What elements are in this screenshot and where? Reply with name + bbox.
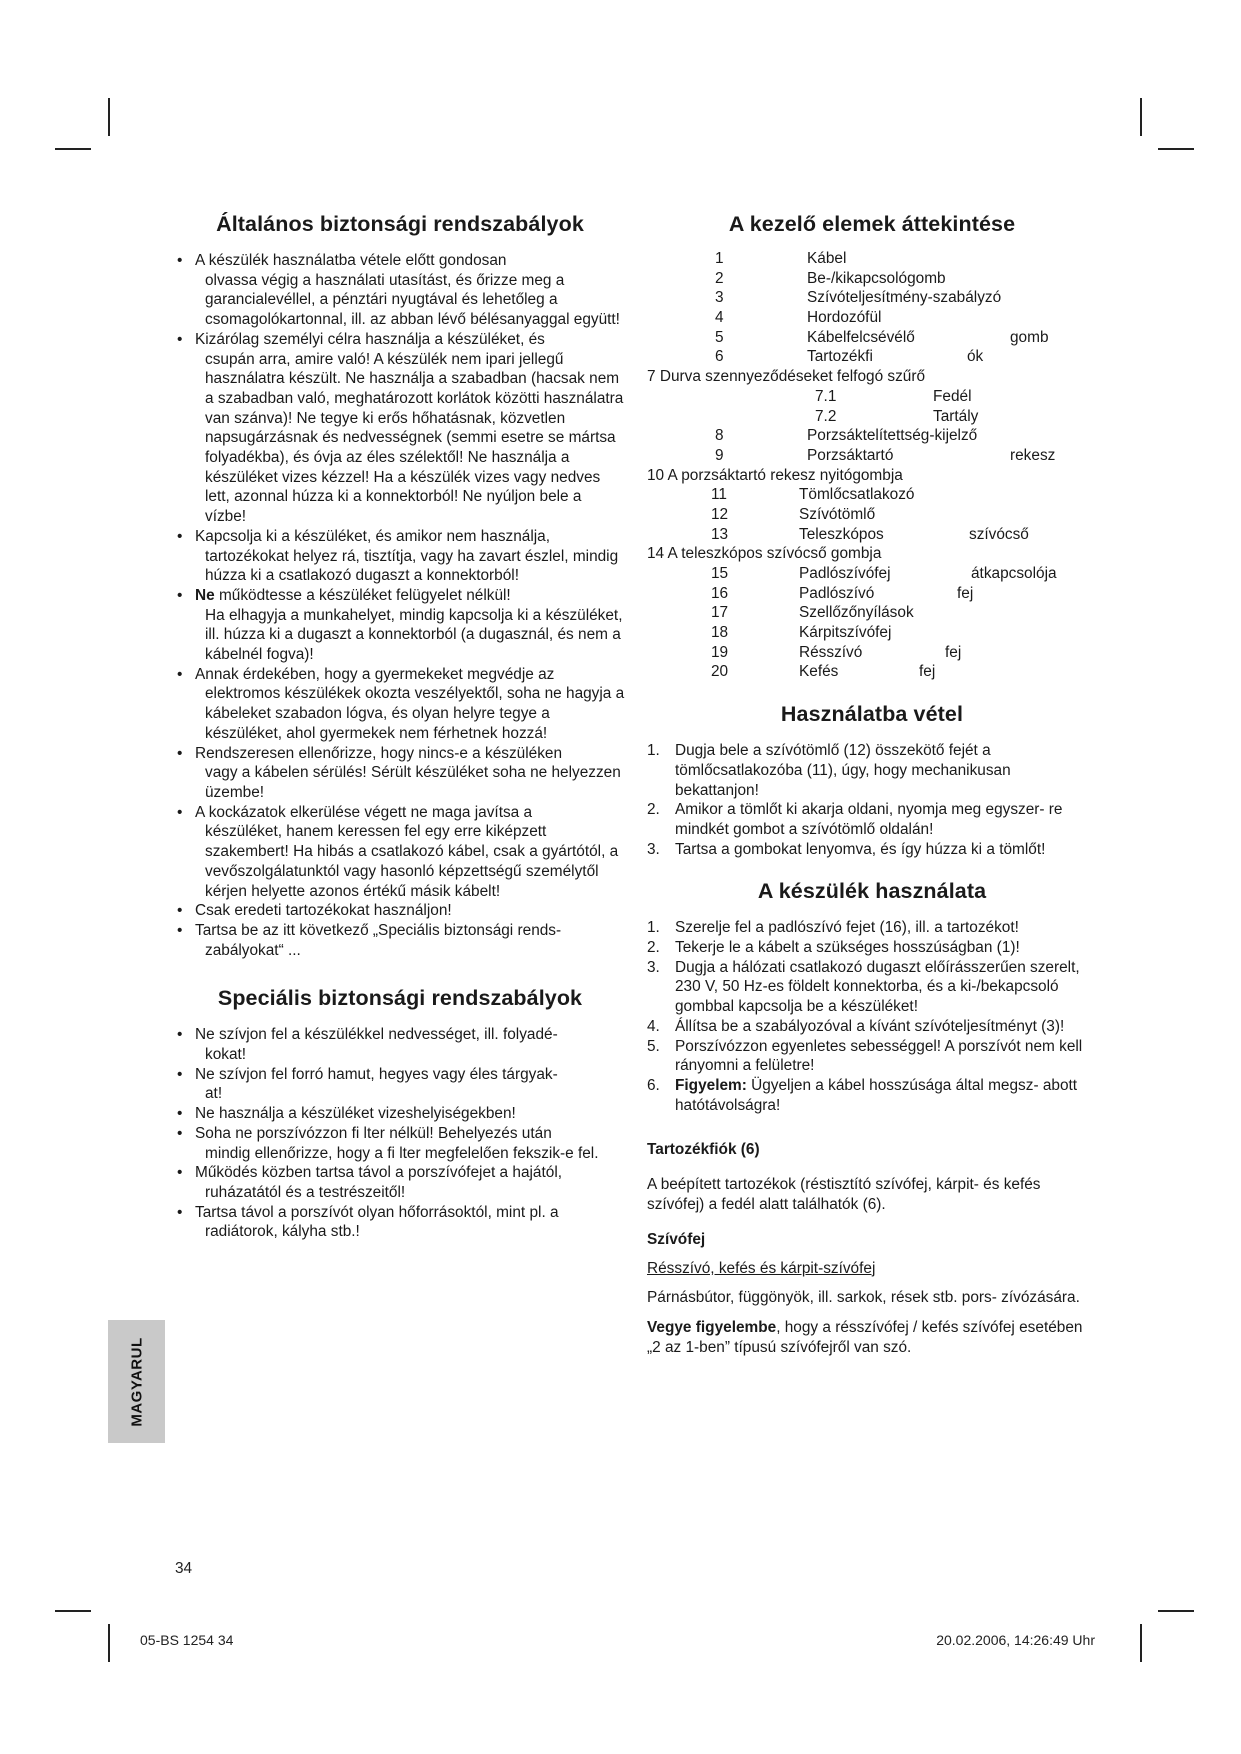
- component-label: Kefés: [799, 663, 839, 681]
- component-number: 15: [711, 565, 729, 582]
- bullet-continuation: mindig ellenőrizze, hogy a fi lter megfelelően fekszik-e fel.: [205, 1144, 599, 1162]
- left-column: [175, 212, 625, 1242]
- bullet-item: [175, 665, 625, 744]
- component-extra: fej: [919, 663, 936, 681]
- bullet-first-line: [195, 666, 554, 683]
- component-full-label: 14 A teleszkópos szívócső gombja: [647, 545, 882, 563]
- bullet-item: [175, 803, 625, 902]
- bullet-continuation: olvassa végig a használati utasítást, és őrizze meg a garancialevéllel, a pénztári nyugtával és lehetőleg a csomagolókartonnal, ill. az abban lévő bélésanyaggal együtt!: [205, 271, 620, 329]
- bullet-first-line: [195, 1125, 552, 1142]
- component-label: Szívótömlő: [799, 505, 876, 523]
- component-full-label: 7 Durva szennyeződéseket felfogó szűrő: [647, 368, 926, 386]
- component-row: [647, 446, 1097, 466]
- bullet-first-line: [195, 745, 562, 762]
- component-label: Padlószívó: [799, 584, 875, 602]
- component-number: 19: [711, 643, 729, 661]
- right-column: [647, 212, 1097, 1358]
- bullet-first-line: [195, 922, 561, 939]
- step-text: [675, 1037, 1097, 1076]
- component-row: [647, 308, 1097, 328]
- component-label: Résszívó: [799, 643, 863, 661]
- bullet-text: működtesse a készüléket felügyelet nélkül!: [214, 586, 511, 604]
- step-body: Dugja a hálózati csatlakozó dugaszt előírásszerűen szerelt, 230 V, 50 Hz-es földelt konnektorba, és a ki-/bekapcsoló gombbal kapcsolja be a készüléket!: [675, 958, 1080, 1016]
- step-text: [675, 918, 1097, 938]
- bullet-text: Ne szívjon fel a készülékkel nedvességet, ill. folyadé-: [195, 1026, 558, 1044]
- bullet-bold: Ne: [195, 586, 215, 604]
- step-body: Dugja bele a szívótömlő (12) összekötő fejét a tömlőcsatlakozóba (11), úgy, hogy mechanikusan bekattanjon!: [675, 742, 1011, 799]
- component-label: Kábel: [807, 250, 847, 267]
- bullet-continuation: csupán arra, amire való! A készülék nem ipari jellegű használatra készült. Ne használja a szabadban (hacsak nem a szabadban való, meghatározott korlátok közötti használatra van szánva)! Ne tegye ki erős hőhatásnak, közvetlen napsugárzásnak és nedvességnek (semmi esetre se mártsa folyadékba), és óvja az éles szélektől! Ne használja a készüléket vizes kézzel! Ha a készülék vizes vagy nedves lett, azonnal húzza ki a konnektorból! Ne nyúljon bele a vízbe!: [205, 350, 624, 526]
- bullet-text: Tartsa be az itt következő „Speciális biztonsági rends-: [195, 921, 562, 939]
- component-number: 16: [711, 584, 729, 602]
- step-item: [647, 918, 1097, 938]
- component-extra: gomb: [1010, 328, 1049, 346]
- general-safety-list: [175, 251, 625, 960]
- component-row: [647, 407, 1097, 427]
- bullet-text: Csak eredeti tartozékokat használjon!: [195, 902, 452, 920]
- component-row: [647, 249, 1097, 269]
- bullet-continuation: tartozékokat helyez rá, tisztítja, vagy ha zavart észlel, mindig húzza ki a csatlakozó dugaszt a konnektorból!: [205, 547, 619, 585]
- bullet-text: Kapcsolja ki a készüléket, és amikor nem használja,: [195, 527, 551, 545]
- bullet-text: Kizárólag személyi célra használja a készüléket, és: [195, 330, 545, 348]
- crop-mark: [1158, 148, 1194, 150]
- bullet-first-line: [195, 804, 532, 821]
- bullet-item: [175, 1065, 625, 1104]
- component-row: [647, 466, 1097, 486]
- step-number: 2.: [647, 939, 660, 957]
- bullet-text: Ne szívjon fel forró hamut, hegyes vagy éles tárgyak-: [195, 1065, 558, 1083]
- component-row: [647, 367, 1097, 387]
- component-extra: fej: [945, 643, 962, 661]
- step-number: 1.: [647, 919, 660, 937]
- component-row: [647, 288, 1097, 308]
- step-item: [647, 800, 1097, 839]
- bullet-item: [175, 330, 625, 527]
- component-number: 11: [711, 486, 727, 504]
- component-label: Kárpitszívófej: [799, 624, 892, 642]
- step-body: Ügyeljen a kábel hosszúsága által megsz- abott hatótávolságra!: [675, 1076, 1078, 1114]
- note-paragraph: [647, 1318, 1097, 1357]
- bullet-continuation: kokat!: [205, 1046, 247, 1064]
- nozzle-text: Párnásbútor, függönyök, ill. sarkok, rések stb. pors- zívózására.: [647, 1289, 1080, 1307]
- bullet-item: [175, 901, 625, 921]
- general-safety-title: Általános biztonsági rendszabályok: [216, 212, 584, 236]
- component-row: [647, 426, 1097, 446]
- component-row: [647, 505, 1097, 525]
- note-bold: Vegye figyelembe: [647, 1319, 777, 1337]
- crop-mark: [108, 98, 110, 136]
- component-number: 8: [715, 427, 724, 445]
- bullet-text: A kockázatok elkerülése végett ne maga javítsa a: [195, 803, 533, 821]
- bullet-first-line: [195, 1204, 559, 1221]
- footer-job-info: 05-BS 1254 34: [140, 1632, 234, 1648]
- component-number: 4: [715, 309, 724, 327]
- component-number: 2: [715, 269, 724, 287]
- component-row: [647, 347, 1097, 367]
- step-body: Porszívózzon egyenletes sebességgel! A porszívót nem kell rányomni a felületre!: [675, 1037, 1083, 1075]
- step-number: 3.: [647, 958, 660, 976]
- step-text: [675, 958, 1097, 1017]
- bullet-continuation: elektromos készülékek okozta veszélyektől, soha ne hagyja a kábeleket szabadon lógva, és olyan helyre tegye a készüléket, ahol gyermekek nem férhetnek hozzá!: [205, 685, 625, 742]
- step-body: Állítsa be a szabályozóval a kívánt szívóteljesítményt (3)!: [675, 1017, 1065, 1035]
- crop-mark: [55, 148, 91, 150]
- step-body: Szerelje fel a padlószívó fejet (16), ill. a tartozékot!: [675, 919, 1019, 937]
- special-safety-title: Speciális biztonsági rendszabályok: [217, 986, 583, 1011]
- component-row: [647, 525, 1097, 545]
- step-number: 3.: [647, 840, 660, 858]
- component-row: [647, 269, 1097, 289]
- component-extra: ók: [967, 348, 984, 366]
- bullet-first-line: [195, 1105, 516, 1122]
- bullet-continuation: at!: [205, 1085, 223, 1103]
- step-body: Tartsa a gombokat lenyomva, és így húzza ki a tömlőt!: [675, 840, 1046, 858]
- step-text: [675, 1017, 1097, 1037]
- bullet-continuation: Ha elhagyja a munkahelyet, mindig kapcsolja ki a készüléket, ill. húzza ki a dugaszt a konnektorból (a dugasznál, és nem a kábelnél fogva)!: [205, 606, 623, 664]
- special-safety-list: [175, 1025, 625, 1242]
- crop-mark: [55, 1610, 91, 1612]
- step-item: [647, 840, 1097, 860]
- component-label: Be-/kikapcsológomb: [807, 269, 946, 287]
- bullet-continuation: zabályokat“ ...: [205, 941, 301, 959]
- component-number: 1: [715, 250, 724, 267]
- crop-mark: [1140, 1624, 1142, 1662]
- bullet-first-line: [195, 528, 550, 545]
- component-row: [647, 544, 1097, 564]
- step-body: Tekerje le a kábelt a szükséges hosszúságban (1)!: [675, 939, 1020, 957]
- component-number: 13: [711, 525, 729, 543]
- component-label: Fedél: [933, 387, 972, 405]
- step-number: 5.: [647, 1037, 660, 1055]
- step-text: [675, 938, 1097, 958]
- bullet-first-line: [195, 1066, 558, 1083]
- nozzle-heading: Szívófej: [647, 1230, 706, 1248]
- crop-mark: [1140, 98, 1142, 136]
- component-label: Kábelfelcsévélő: [807, 328, 915, 346]
- component-number: 6: [715, 348, 724, 366]
- step-number: 2.: [647, 801, 660, 819]
- nozzle-subheading: Résszívó, kefés és kárpit-szívófej: [647, 1259, 876, 1277]
- component-number: 5: [715, 328, 724, 346]
- step-item: [647, 1037, 1097, 1076]
- component-label: Tömlőcsatlakozó: [799, 486, 915, 504]
- component-label: Szellőzőnyílások: [799, 604, 914, 622]
- step-bold: Figyelem:: [675, 1076, 747, 1094]
- component-label: Hordozófül: [807, 309, 882, 327]
- component-extra: szívócső: [969, 525, 1029, 543]
- page-number: 34: [175, 1560, 193, 1577]
- bullet-first-line: [195, 1026, 558, 1043]
- usage-start-steps: [647, 741, 1097, 859]
- component-row: [647, 643, 1097, 663]
- bullet-continuation: vagy a kábelen sérülés! Sérült készüléket soha ne helyezzen üzembe!: [205, 764, 621, 801]
- usage-start-title: Használatba vétel: [780, 702, 964, 727]
- component-extra: fej: [957, 584, 974, 602]
- bullet-text: Annak érdekében, hogy a gyermekeket megvédje az: [195, 665, 555, 683]
- component-row: [647, 584, 1097, 604]
- bullet-item: [175, 744, 625, 803]
- component-row: [647, 485, 1097, 505]
- component-number: 9: [715, 446, 724, 464]
- component-label: Porzsáktartó: [807, 446, 894, 464]
- accessory-text: A beépített tartozékok (réstisztító szívófej, kárpit- és kefés szívófej) a fedél alatt találhatók (6).: [647, 1176, 1041, 1214]
- component-number: 18: [711, 624, 729, 642]
- bullet-text: Ne használja a készüléket vizeshelyiségekben!: [195, 1105, 516, 1123]
- bullet-first-line: [195, 902, 452, 919]
- bullet-item: [175, 251, 625, 330]
- component-number: 7.1: [815, 387, 837, 405]
- step-text: [675, 800, 1097, 839]
- component-number: 3: [715, 289, 724, 307]
- footer-timestamp: 20.02.2006, 14:26:49 Uhr: [936, 1632, 1095, 1648]
- component-label: Tartály: [933, 407, 979, 425]
- bullet-item: [175, 1203, 625, 1242]
- component-row: [647, 328, 1097, 348]
- bullet-text: Rendszeresen ellenőrizze, hogy nincs-e a készüléken: [195, 744, 563, 762]
- bullet-first-line: [195, 331, 545, 348]
- usage-title: A készülék használata: [757, 879, 987, 904]
- accessory-heading: Tartozékfiók (6): [647, 1141, 760, 1159]
- bullet-item: [175, 1025, 625, 1064]
- bullet-text: A készülék használatba vétele előtt gondosan: [195, 252, 507, 269]
- step-item: [647, 1017, 1097, 1037]
- bullet-first-line: [195, 1164, 562, 1181]
- component-row: [647, 564, 1097, 584]
- step-text: [675, 840, 1097, 860]
- step-text: [675, 1076, 1097, 1115]
- component-extra: rekesz: [1010, 446, 1056, 464]
- bullet-continuation: ruházatától és a testrészeitől!: [205, 1183, 406, 1201]
- component-label: Porzsáktelítettség-kijelző: [807, 427, 978, 445]
- step-text: [675, 741, 1097, 800]
- step-number: 4.: [647, 1017, 660, 1035]
- component-label: Teleszkópos: [799, 525, 884, 543]
- bullet-text: Tartsa távol a porszívót olyan hőforrásoktól, mint pl. a: [195, 1203, 559, 1221]
- component-row: [647, 623, 1097, 643]
- step-item: [647, 741, 1097, 800]
- bullet-continuation: készüléket, hanem keressen fel egy erre kiképzett szakembert! Ha hibás a csatlakozó kábel, csak a gyártótól, a vevőszolgálatunktól vagy hasonló képzettségű személytől kérjen helyette azonos értékű másik kábelt!: [205, 823, 619, 900]
- component-row: [647, 662, 1097, 682]
- component-row: [647, 387, 1097, 407]
- bullet-continuation: radiátorok, kályha stb.!: [205, 1223, 360, 1241]
- step-number: 1.: [647, 742, 660, 760]
- usage-steps: [647, 918, 1097, 1115]
- component-number: 20: [711, 663, 729, 681]
- language-tab: [108, 1320, 165, 1443]
- bullet-item: [175, 527, 625, 586]
- bullet-item: [175, 1163, 625, 1202]
- bullet-item: [175, 586, 625, 665]
- components-list: [647, 249, 1097, 682]
- bullet-text: Működés közben tartsa távol a porszívófejet a hajától,: [195, 1164, 563, 1182]
- step-item: [647, 958, 1097, 1017]
- bullet-item: [175, 1124, 625, 1163]
- bullet-text: Soha ne porszívózzon fi lter nélkül! Behelyezés után: [195, 1124, 552, 1142]
- component-row: [647, 603, 1097, 623]
- component-label: Tartozékfi: [807, 348, 873, 366]
- component-number: 7.2: [815, 407, 837, 425]
- component-full-label: 10 A porzsáktartó rekesz nyitógombja: [647, 466, 903, 484]
- component-label: Padlószívófej: [799, 565, 891, 582]
- step-item: [647, 938, 1097, 958]
- step-number: 6.: [647, 1076, 660, 1094]
- component-label: Szívóteljesítmény-szabályzó: [807, 289, 1002, 307]
- note-text: , hogy a résszívófej / kefés szívófej esetében „2 az 1-ben” típusú szívófejről van szó.: [647, 1319, 1083, 1356]
- crop-mark: [1158, 1610, 1194, 1612]
- step-body: Amikor a tömlőt ki akarja oldani, nyomja meg egyszer- re mindkét gombot a szívótömlő oldalán!: [675, 801, 1063, 838]
- component-number: 17: [711, 604, 729, 622]
- bullet-first-line: [195, 252, 506, 269]
- step-item: [647, 1076, 1097, 1115]
- component-number: 12: [711, 505, 729, 523]
- crop-mark: [108, 1624, 110, 1662]
- language-tab-label: MAGYARUL: [128, 1336, 145, 1427]
- controls-overview-title: A kezelő elemek áttekintése: [728, 212, 1016, 236]
- bullet-item: [175, 921, 625, 960]
- component-extra: átkapcsolója: [971, 565, 1057, 582]
- bullet-item: [175, 1104, 625, 1124]
- bullet-first-line: [195, 587, 511, 604]
